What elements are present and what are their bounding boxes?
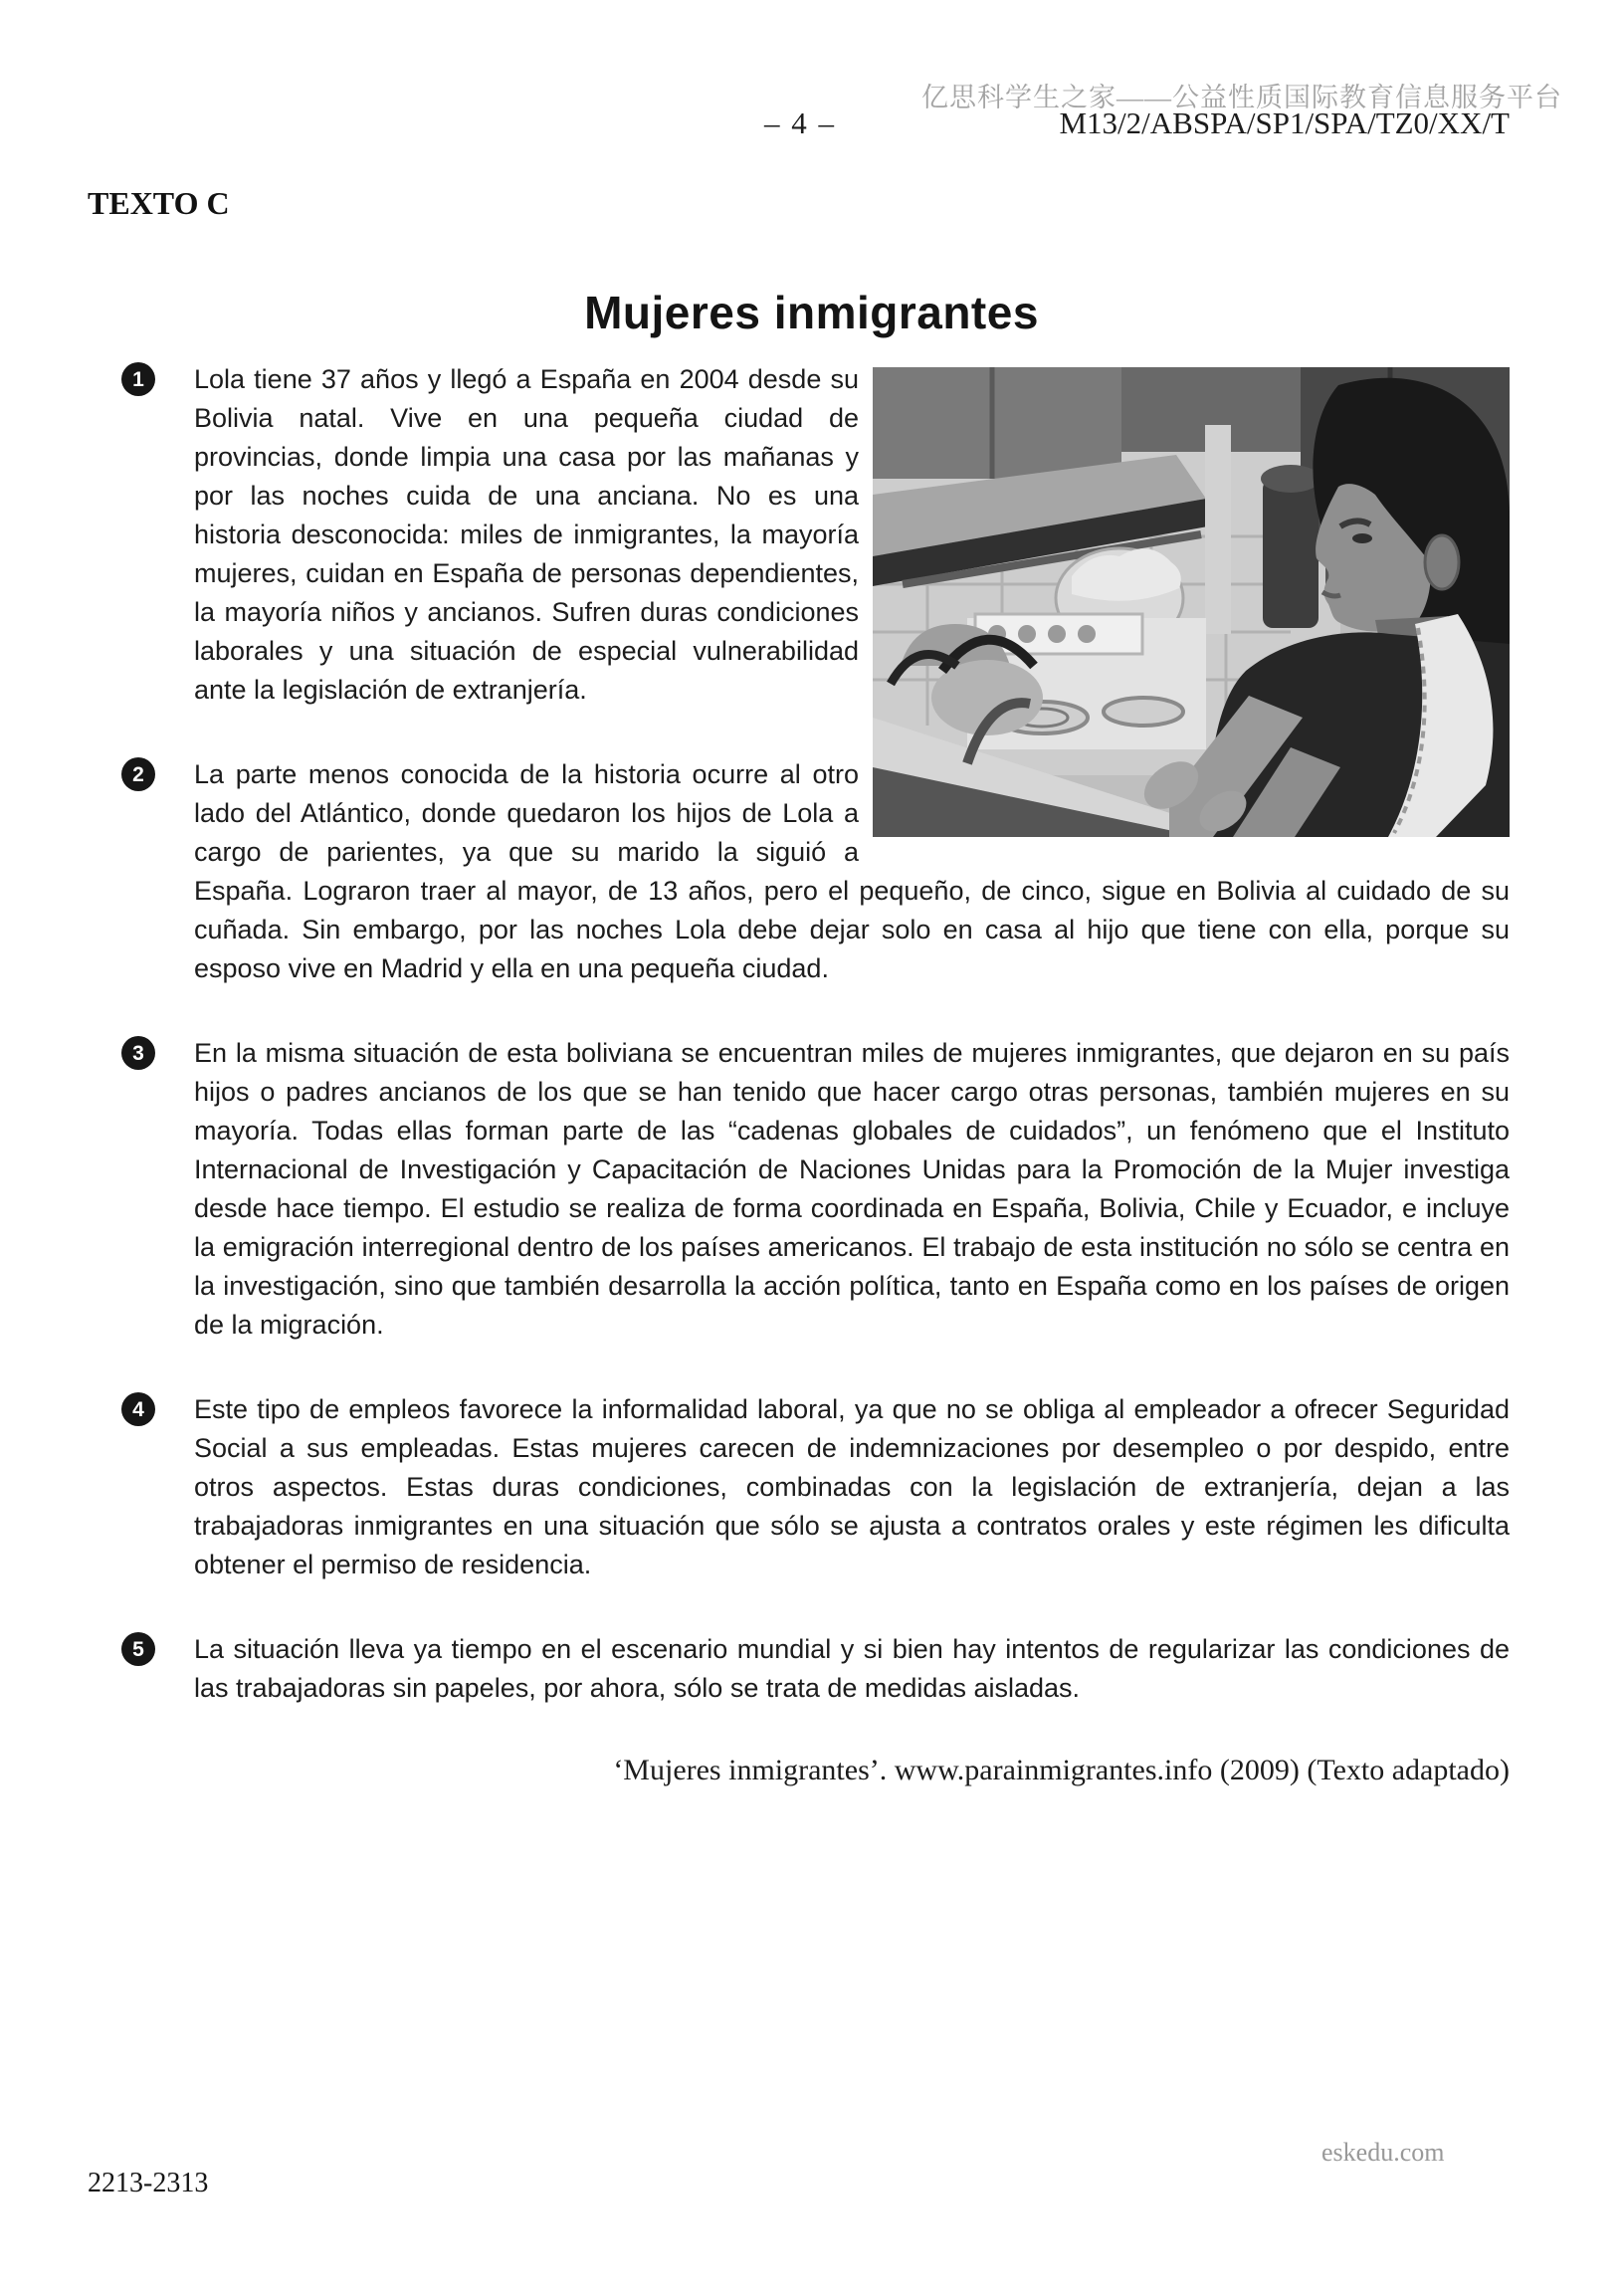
paragraph-4-number: 4 (121, 1392, 155, 1426)
paragraph-2 (132, 755, 1510, 988)
paragraph-5-number: 5 (121, 1632, 155, 1666)
paragraph-3 (132, 1034, 1510, 1345)
paragraph-4 (132, 1390, 1510, 1584)
watermark: eskedu.com (1321, 2138, 1445, 2167)
paragraph-3-text: En la misma situación de esta boliviana se encuentran miles de mujeres inmigrantes, que dejaron en su país hijos o padres ancianos de los que se han tenido que hacer cargo otras personas, también mujeres en su mayoría. Todas ellas forman parte de las “cadenas globales de cuidados”, un fenómeno que el Instituto Internacional de Investigación y Capacitación de Naciones Unidas para la Promoción de la Mujer investiga desde hace tiempo. El estudio se realiza de forma coordinada en España, Bolivia, Chile y Ecuador, e incluye la emigración interregional dentro de los países americanos. El trabajo de esta institución no sólo se centra en la investigación, sino que también desarrolla la acción política, tanto en España como en los países de origen de la migración. (194, 1038, 1510, 1340)
source-citation: ‘Mujeres inmigrantes’. www.parainmigrantes.info (2009) (Texto adaptado) (613, 1754, 1510, 1786)
document-code: 2213-2313 (88, 2168, 209, 2198)
chinese-banner: 亿思科学生之家——公益性质国际教育信息服务平台 (921, 83, 1562, 112)
text-body (132, 360, 1510, 1787)
paragraph-5 (132, 1630, 1510, 1708)
paper-code: M13/2/ABSPA/SP1/SPA/TZ0/XX/T (1059, 105, 1510, 140)
paragraph-4-text: Este tipo de empleos favorece la informalidad laboral, ya que no se obliga al empleador a ofrecer Seguridad Social a sus empleadas. Estas mujeres carecen de indemnizaciones por desempleo o por despido, entre otros aspectos. Estas duras condiciones, combinadas con la legislación de extranjería, dejan a las trabajadoras inmigrantes en una situación que sólo se ajusta a contratos orales y este régimen les dificulta obtener el permiso de residencia. (194, 1394, 1510, 1579)
paragraph-5-text: La situación lleva ya tiempo en el escenario mundial y si bien hay intentos de regularizar las condiciones de las trabajadoras sin papeles, por ahora, sólo se trata de medidas aisladas. (194, 1634, 1510, 1703)
page-title: Mujeres inmigrantes (584, 286, 1039, 338)
paragraph-2-number: 2 (121, 757, 155, 791)
paragraph-1 (132, 360, 1510, 710)
paragraph-2-text: La parte menos conocida de la historia ocurre al otro lado del Atlántico, donde quedaron los hijos de Lola a cargo de parientes, ya que su marido la siguió a España. Lograron traer al mayor, de 13 años, pero el pequeño, de cinco, sigue en Bolivia al cuidado de su cuñada. Sin embargo, por las noches Lola debe dejar solo en casa al hijo que tiene con ella, porque su esposo vive en Madrid y ella en una pequeña ciudad. (194, 759, 1510, 983)
page-number: – 4 – (764, 105, 836, 140)
section-label: TEXTO C (88, 185, 230, 221)
paragraph-3-number: 3 (121, 1036, 155, 1070)
paragraph-1-text: Lola tiene 37 años y llegó a España en 2004 desde su Bolivia natal. Vive en una pequeña ciudad de provincias, donde limpia una casa por las mañanas y por las noches cuida de una anciana. No es una historia desconocida: miles de inmigrantes, la mayoría mujeres, cuidan en España de personas dependientes, la mayoría niños y ancianos. Sufren duras condiciones laborales y una situación de especial vulnerabilidad ante la legislación de extranjería. (194, 364, 859, 705)
paragraph-1-number: 1 (121, 362, 155, 396)
